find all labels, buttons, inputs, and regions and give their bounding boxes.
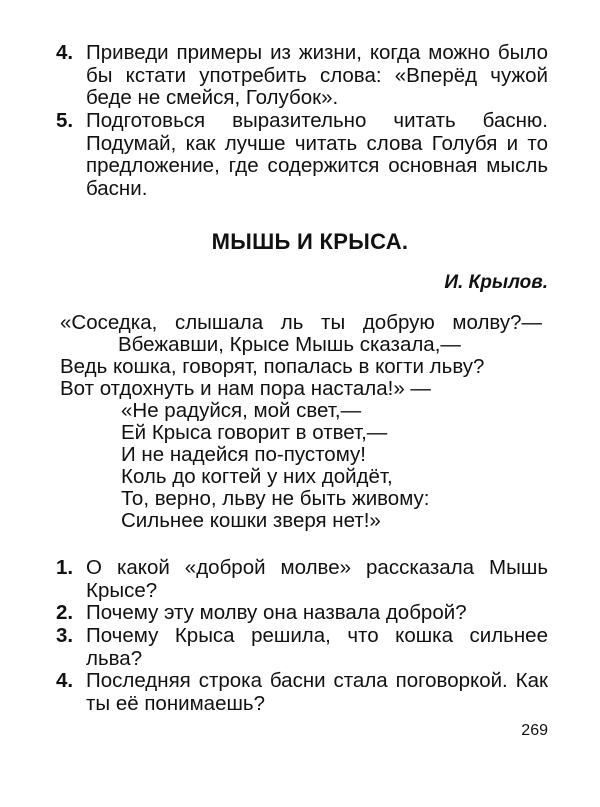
question-text: О какой «доброй молве» рассказала Мышь Крысе? [86, 556, 548, 602]
question-text: Почему эту молву она назвала доброй? [86, 601, 467, 624]
fable-title: МЫШЬ И КРЫСА. [211, 229, 409, 254]
question-text: Почему Крыса решила, что кошка сильнее льва? [86, 624, 548, 670]
prev-question-4 [56, 42, 548, 110]
question-4 [56, 670, 548, 715]
question-3 [56, 625, 548, 670]
question-text: Приведи примеры из жизни, когда можно было бы кстати употребить слова: «Вперёд чужой беде не смейся, Голубок». [86, 41, 548, 109]
prev-question-5 [56, 110, 548, 200]
question-text: Подготовься выразительно читать басню. Подумай, как лучше читать слова Голубя и то предложение, где содержится основная мысль басни. [86, 109, 548, 200]
poem-line: Коль до когтей у них дойдёт, [121, 465, 393, 488]
question-number: 5. [56, 109, 74, 132]
question-number: 2. [56, 601, 74, 624]
question-2 [56, 602, 548, 625]
poem-line: Ей Крыса говорит в ответ,— [121, 421, 388, 444]
question-number: 4. [56, 41, 74, 64]
page-number: 269 [521, 722, 548, 739]
poem-line: Вбежавши, Крысе Мышь сказала,— [118, 333, 461, 356]
poem-line: «Соседка, слышала ль ты добрую молву?— [60, 311, 542, 334]
question-1 [56, 557, 548, 602]
question-text: Последняя строка басни стала поговоркой. Как ты её понимаешь? [86, 669, 548, 715]
poem-line: Сильнее кошки зверя нет!» [121, 509, 381, 532]
question-number: 4. [56, 669, 74, 692]
poem-line: «Не радуйся, мой свет,— [121, 399, 362, 422]
question-number: 1. [56, 556, 74, 579]
fable-author: И. Крылов. [444, 272, 548, 293]
poem-line: Вот отдохнуть и нам пора настала!» — [60, 377, 431, 400]
poem-line: И не надейся по-пустому! [121, 443, 366, 466]
poem-line: То, верно, льву не быть живому: [121, 487, 430, 510]
question-number: 3. [56, 624, 74, 647]
poem-line: Ведь кошка, говорят, попалась в когти льву? [60, 355, 485, 378]
